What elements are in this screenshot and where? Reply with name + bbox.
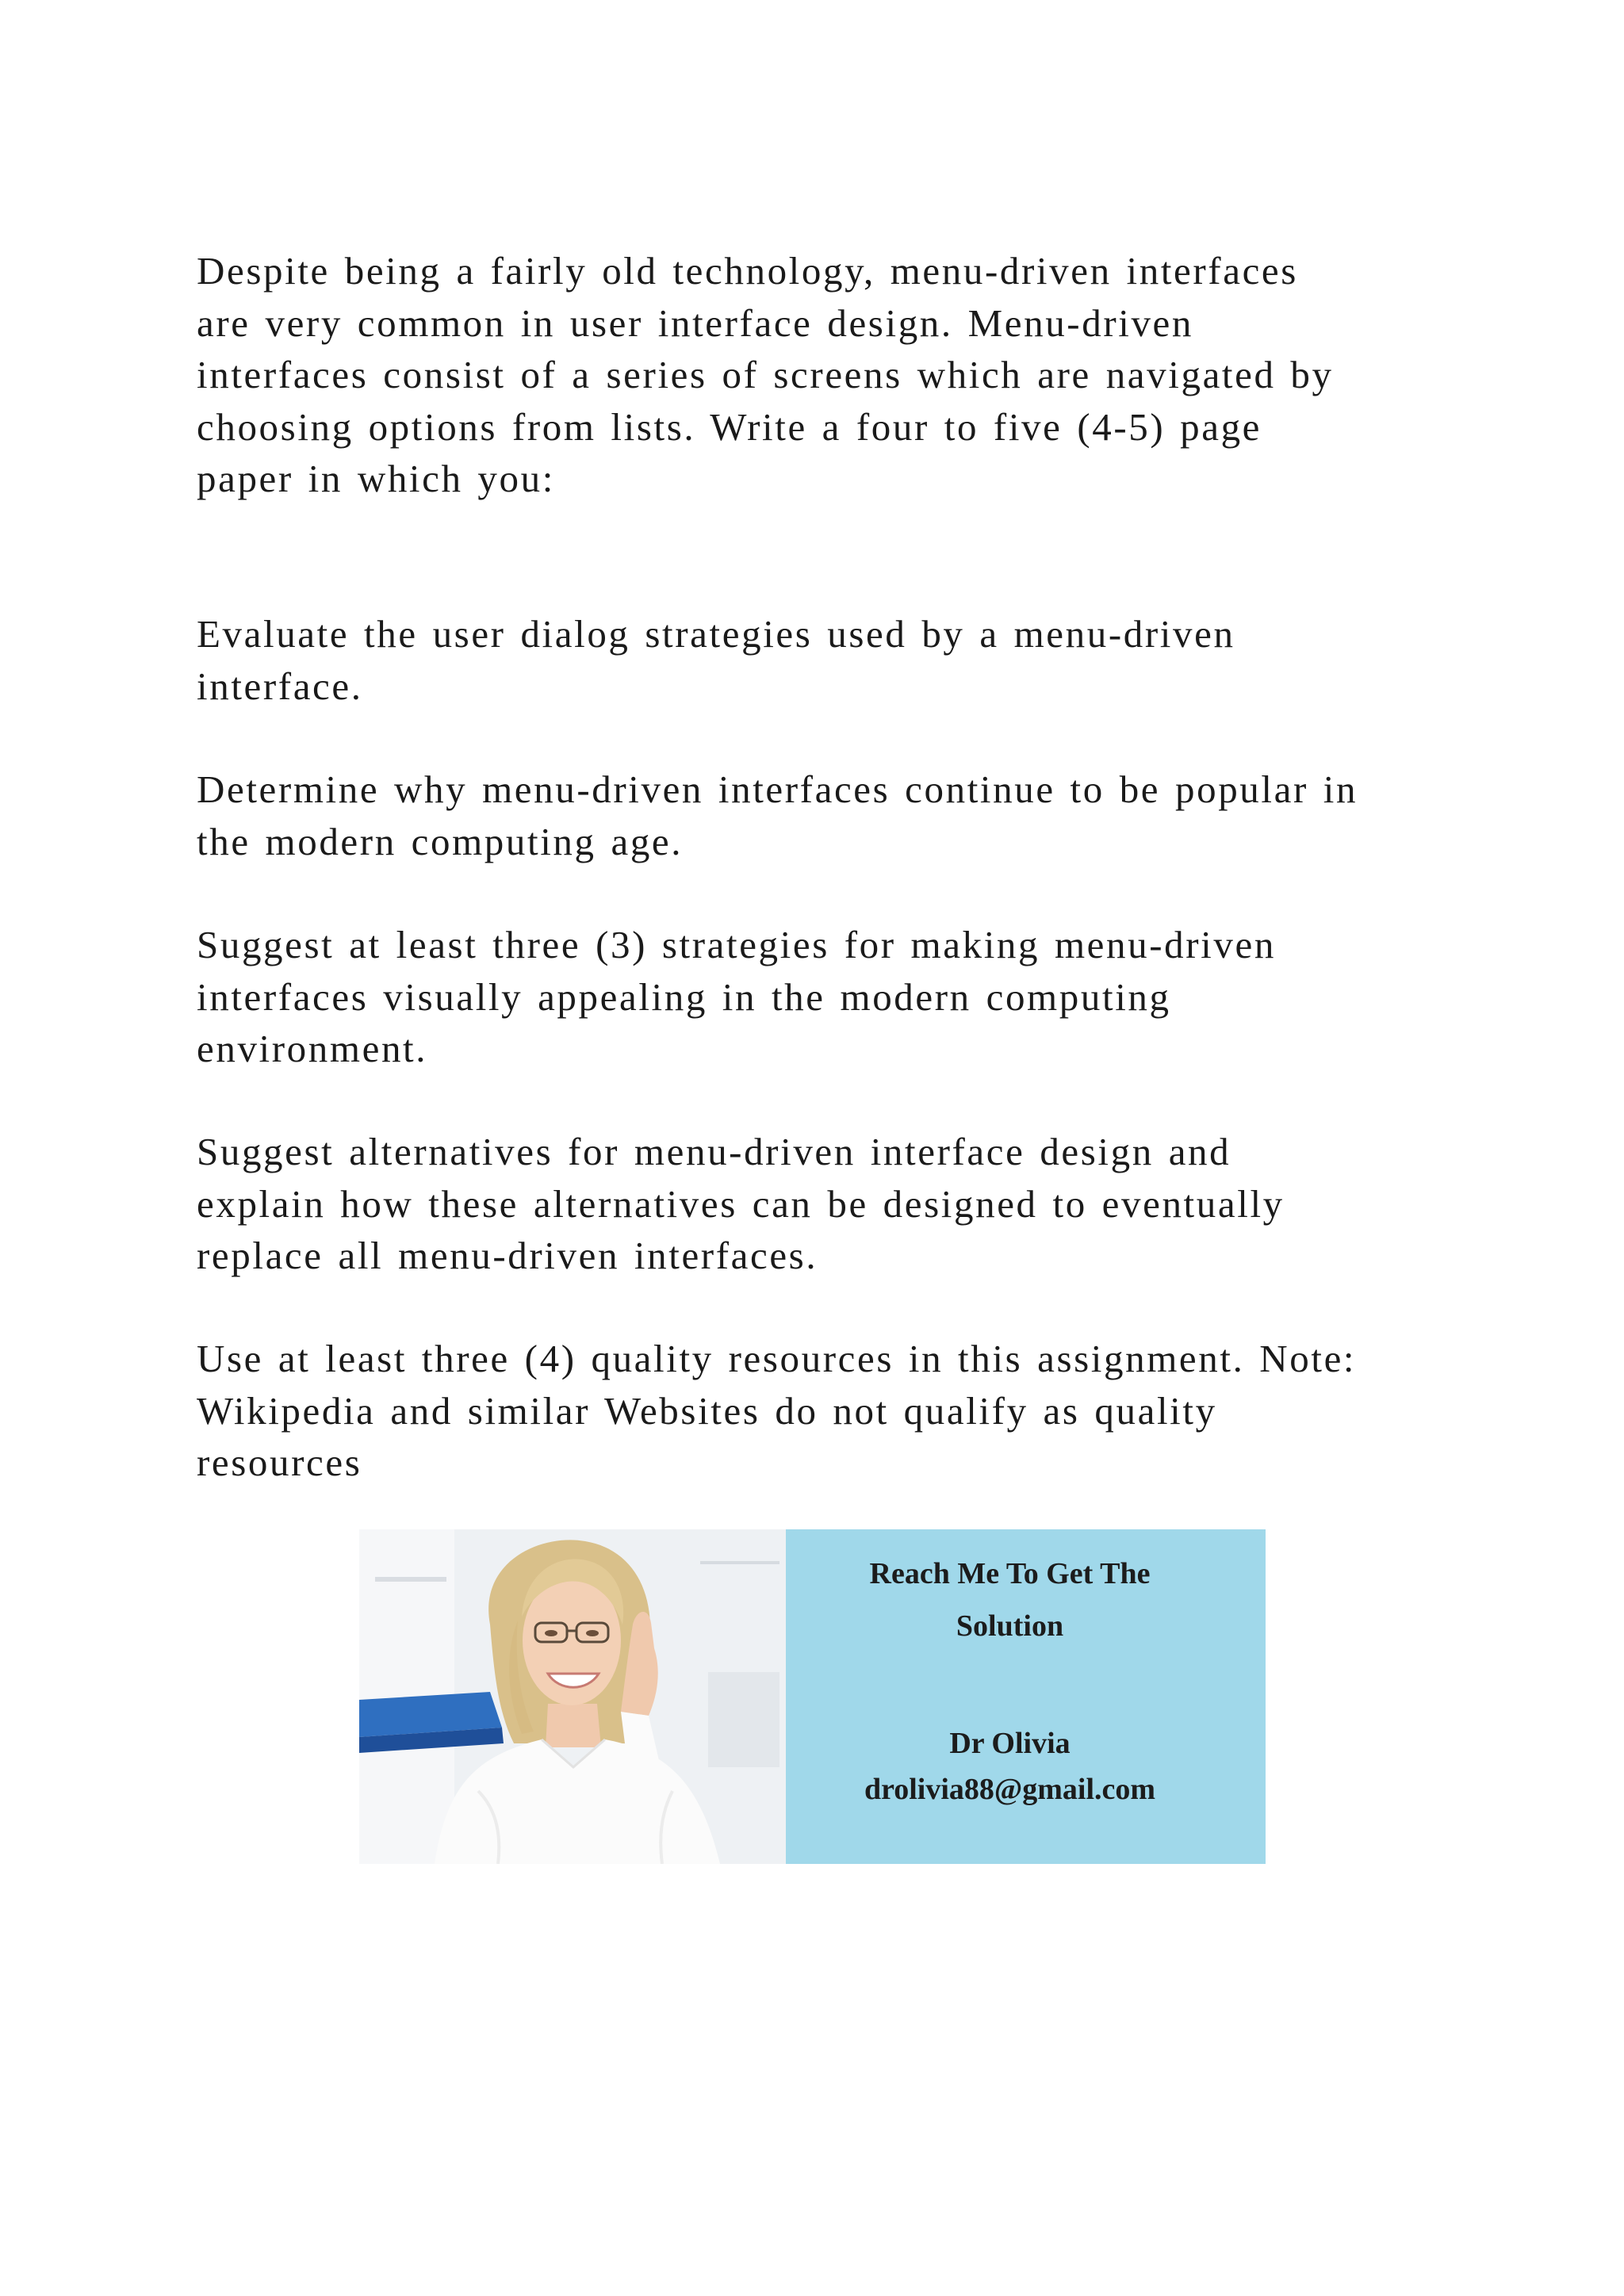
contact-email: drolivia88@gmail.com [864, 1773, 1156, 1806]
reach-me-text: Reach Me To Get The [869, 1557, 1151, 1590]
solution-text: Solution [956, 1609, 1064, 1643]
contact-name: Dr Olivia [949, 1727, 1071, 1760]
woman-photo [359, 1529, 786, 1864]
requirement-item-3: Suggest at least three (3) strategies for making menu-driven interfaces visually appealing in the modern computing environment. [197, 923, 1276, 1070]
contact-banner [359, 1529, 1266, 1864]
requirement-item-5: Use at least three (4) quality resources in this assignment. Note: Wikipedia and similar Websites do not qualify as quality resources [197, 1337, 1357, 1484]
woman-photo-illustration [359, 1529, 786, 1864]
requirement-item-1: Evaluate the user dialog strategies used by a menu-driven interface. [197, 612, 1235, 708]
contact-panel [786, 1529, 1266, 1864]
intro-paragraph: Despite being a fairly old technology, menu-driven interfaces are very common in user interface design. Menu-driven interfaces consist of a series of screens which are navigated by choosing options from lists. Write a four to five (4-5) page paper in which you: [197, 249, 1334, 500]
requirement-item-4: Suggest alternatives for menu-driven interface design and explain how these alternatives can be designed to eventually replace all menu-driven interfaces. [197, 1130, 1285, 1277]
requirement-item-2: Determine why menu-driven interfaces continue to be popular in the modern computing age. [197, 767, 1358, 863]
